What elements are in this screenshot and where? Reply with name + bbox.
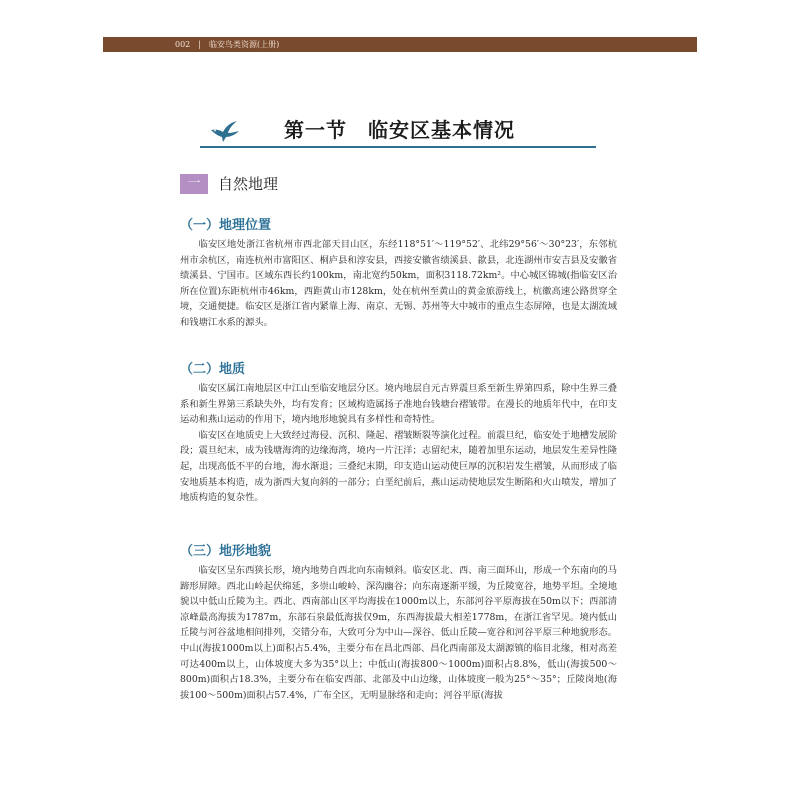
page-header (103, 37, 697, 52)
paragraph: 临安区呈东西狭长形，境内地势自西北向东南倾斜。临安区北、西、南三面环山，形成一个东南向的马蹄形屏障。西北山岭起伏绵延，多崇山峻岭、深沟幽谷；向东南逐渐平缓，为丘陵宽谷，地势平坦。全境地貌以中低山丘陵为主。西北、西南部山区平均海拔在1000m以上，东部河谷平原海拔在50m以下；西部清凉峰最高海拔为1787m，东部石泉最低海拔仅9m，东西海拔最大相差1778m，在浙江省罕见。境内低山丘陵与河谷盆地相间排列，交错分布，大致可分为中山—深谷、低山丘陵—宽谷和河谷平原三种地貌形态。中山(海拔1000m以上)面积占5.4%，主要分布在昌北西部、昌化西南部及太湖源镇的临目北缘，相对高差可达400m以上，山体坡度大多为35°以上；中低山(海拔800～1000m)面积占8.8%，低山(海拔500～800m)面积占18.3%，主要分布在临安西部、北部及中山边缘，山体坡度一般为25°～35°；丘陵岗地(海拔100～500m)面积占57.4%，广布全区，无明显脉络和走向；河谷平原(海拔 (180, 565, 617, 701)
part-title: 自然地理 (218, 175, 279, 193)
paragraph: 临安区在地质史上大致经过海侵、沉积、隆起、褶皱断裂等演化过程。前震旦纪，临安处于地槽发展阶段；震旦纪末，成为钱塘海湾的边缘海湾，境内一片汪洋；志留纪末，随着加里东运动，地层发生差异性隆起，出现高低不平的台地，海水渐退；三叠纪末期，印支造山运动使巨厚的沉积岩发生褶皱，从而形成了临安地质基本构造，成为浙西大复向斜的一部分；白垩纪前后，燕山运动使地层发生断陷和火山喷发，增加了地质构造的复杂性。 (180, 429, 617, 504)
paragraph-location (180, 237, 617, 331)
subsection-title-landform: （三）地形地貌 (180, 544, 272, 559)
subsection-title-geology: （二）地质 (180, 362, 246, 377)
paragraph: 临安区属江南地层区中江山至临安地层分区。境内地层自元古界震旦系至新生界第四系，除中生界三叠系和新生界第三系缺失外，均有发育；区域构造属扬子准地台钱塘台褶皱带。在漫长的地质年代中，在印支运动和燕山运动的作用下，境内地形地貌具有多样性和奇特性。 (180, 383, 617, 426)
bird-icon (210, 120, 240, 144)
section-title: 第一节 临安区基本情况 (284, 118, 515, 142)
page-number: 002 (175, 40, 191, 49)
part-number-box: 一 (180, 174, 208, 194)
subsection-title-location: （一）地理位置 (180, 218, 272, 233)
paragraph-geology (180, 381, 617, 506)
header-separator: | (198, 40, 201, 49)
title-rule (200, 146, 596, 148)
paragraph: 临安区地处浙江省杭州市西北部天目山区，东经118°51′～119°52′、北纬29°56′～30°23′，东邻杭州市余杭区，南连杭州市富阳区、桐庐县和淳安县，西接安徽省绩溪县、歙县，北连湖州市安吉县及安徽省绩溪县、宁国市。区域东西长约100km，南北宽约50km，面积3118.72km²。中心城区锦城(指临安区治所在位置)东距杭州市46km，西距黄山市128km，处在杭州至黄山的黄金旅游线上，杭徽高速公路贯穿全境，交通便捷。临安区是浙江省内紧靠上海、南京、无锡、苏州等大中城市的重点生态屏障，也是太湖流域和钱塘江水系的源头。 (180, 239, 617, 328)
paragraph-landform (180, 563, 617, 703)
section-heading (200, 112, 596, 148)
book-title: 临安鸟类资源(上册) (208, 40, 280, 49)
